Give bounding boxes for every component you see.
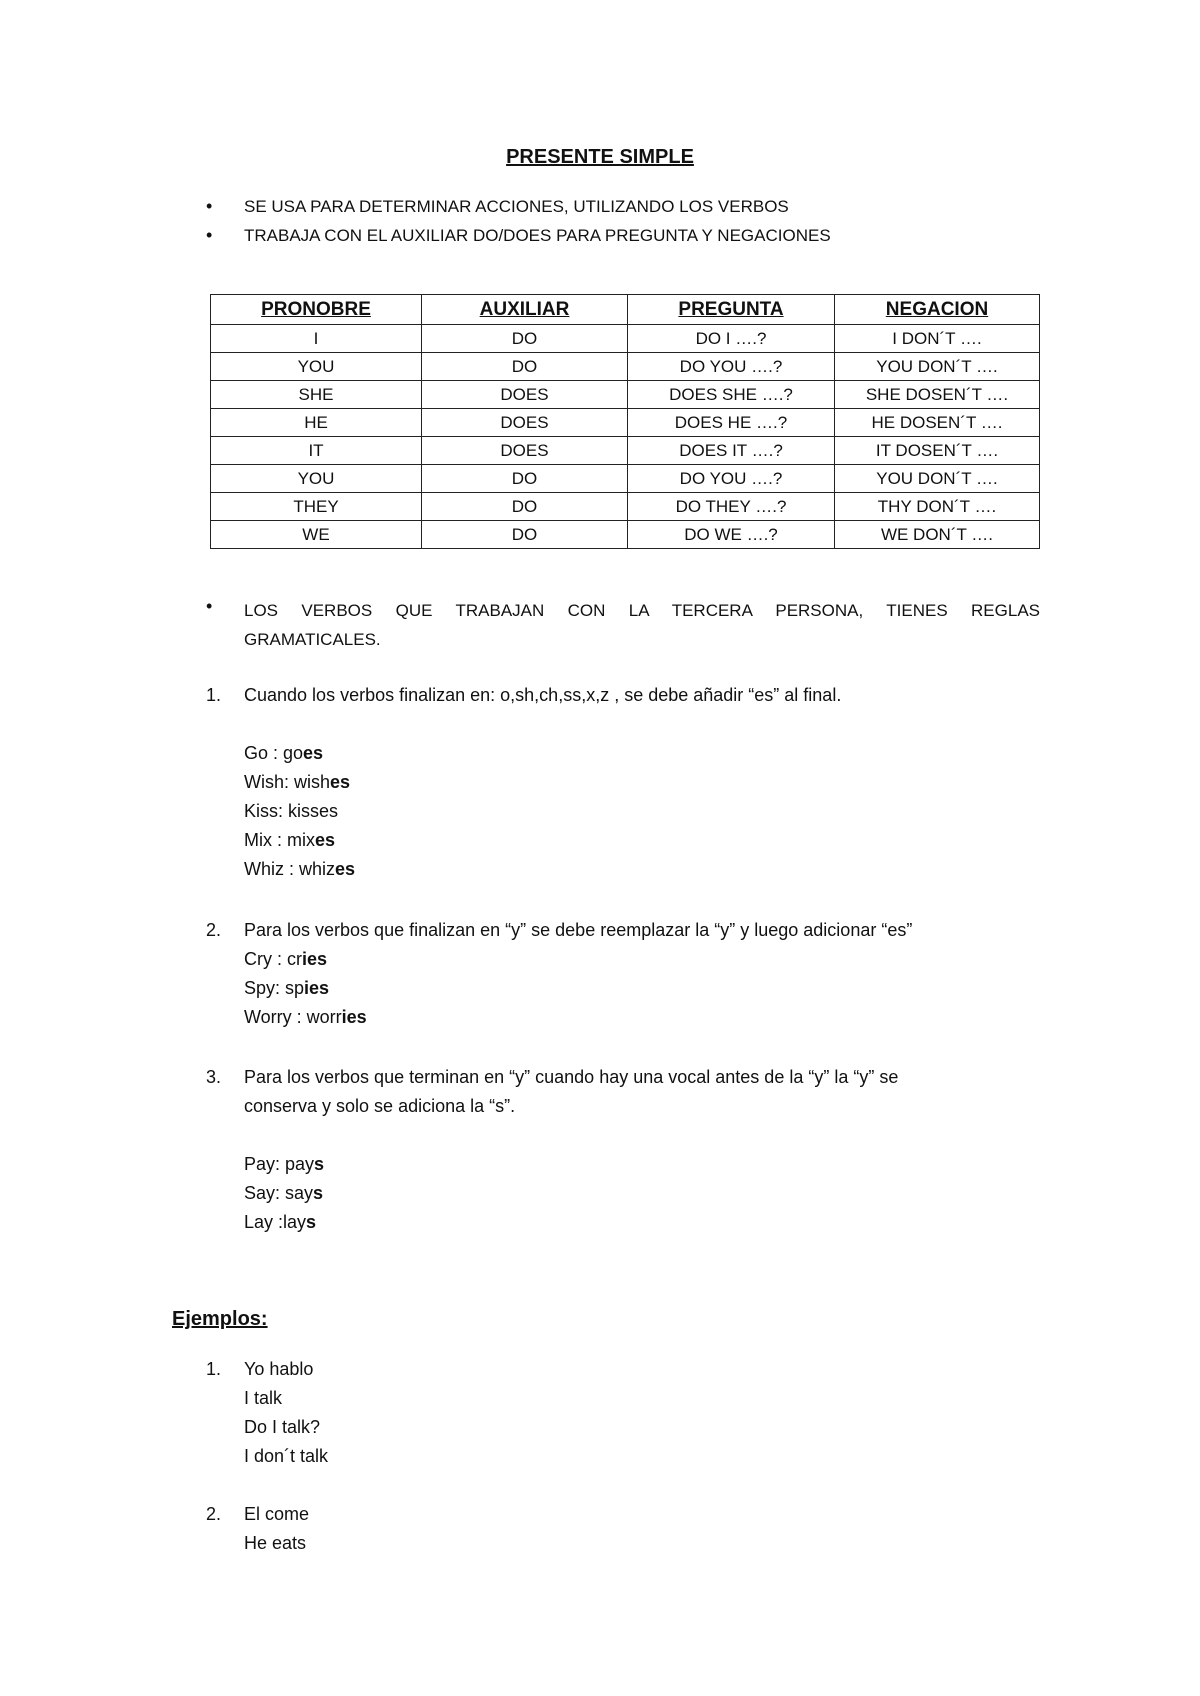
table-cell: DO YOU ….?	[628, 353, 835, 381]
example-line	[244, 768, 1060, 797]
table-cell: YOU DON´T ….	[835, 353, 1040, 381]
example-suffix: ies	[302, 949, 328, 969]
rule-3	[200, 1063, 1060, 1237]
table-row	[211, 493, 1040, 521]
bullet-dot: •	[206, 596, 213, 616]
example-line: Do I talk?	[244, 1417, 321, 1437]
table-cell: YOU DON´T ….	[835, 465, 1040, 493]
rule-text: Cuando los verbos finalizan en: o,sh,ch,ss,x,z , se debe añadir “es” al final.	[244, 685, 842, 705]
header-auxiliary: AUXILIAR	[422, 295, 628, 325]
example-line: Yo hablo	[244, 1359, 314, 1379]
table-cell: DOES	[422, 381, 628, 409]
example-suffix: ies	[304, 978, 330, 998]
rule-number: 3.	[206, 1067, 222, 1087]
examples-heading: Ejemplos:	[172, 1308, 268, 1330]
example-suffix: ies	[341, 1007, 367, 1027]
table-cell: DO WE ….?	[628, 521, 835, 549]
table-row	[211, 521, 1040, 549]
example-line	[244, 1179, 1060, 1208]
table-cell: DO	[422, 493, 628, 521]
example-suffix: s	[313, 1183, 324, 1203]
rule-1	[200, 681, 1060, 884]
example-suffix: es	[315, 830, 336, 850]
table-row	[211, 409, 1040, 437]
table-row	[211, 353, 1040, 381]
header-pronoun: PRONOBRE	[211, 295, 422, 325]
third-person-bullet	[200, 596, 1040, 654]
table-cell: WE DON´T ….	[835, 521, 1040, 549]
example-suffix: es	[335, 859, 356, 879]
header-question: PREGUNTA	[628, 295, 835, 325]
example-line	[244, 855, 1060, 884]
header-negation: NEGACION	[835, 295, 1040, 325]
rule-2	[200, 916, 1060, 1032]
table-cell: YOU	[211, 353, 422, 381]
example-suffix: s	[306, 1212, 317, 1232]
example-base: Wish: wish	[244, 772, 331, 792]
table-cell: DOES	[422, 409, 628, 437]
table-cell: DO	[422, 353, 628, 381]
example-line	[244, 797, 1060, 826]
intro-bullet-list	[200, 192, 1040, 250]
example-suffix: es	[330, 772, 351, 792]
example-number: 1.	[206, 1359, 222, 1379]
example-base: Whiz : whiz	[244, 859, 336, 879]
intro-bullet-1: • SE USA PARA DETERMINAR ACCIONES, UTILIZANDO LOS VERBOS	[200, 192, 1040, 221]
table-header-row	[211, 295, 1040, 325]
example-base: Lay :lay	[244, 1212, 307, 1232]
table-cell: DOES SHE ….?	[628, 381, 835, 409]
example-number: 2.	[206, 1504, 222, 1524]
table-cell: SHE DOSEN´T ….	[835, 381, 1040, 409]
table-cell: DOES IT ….?	[628, 437, 835, 465]
example-line	[244, 945, 1060, 974]
intro-bullet-2: • TRABAJA CON EL AUXILIAR DO/DOES PARA PREGUNTA Y NEGACIONES	[200, 221, 1040, 250]
table-cell: HE	[211, 409, 422, 437]
table-cell: DOES	[422, 437, 628, 465]
example-base: Go : go	[244, 743, 304, 763]
table-cell: WE	[211, 521, 422, 549]
third-person-text: LOS VERBOS QUE TRABAJAN CON LA TERCERA PERSONA, TIENES REGLAS GRAMATICALES.	[244, 601, 1040, 649]
table-cell: THY DON´T ….	[835, 493, 1040, 521]
example-line: He eats	[244, 1533, 307, 1553]
example-base: Say: say	[244, 1183, 314, 1203]
example-base: Spy: sp	[244, 978, 305, 998]
rule-text: Para los verbos que finalizan en “y” se debe reemplazar la “y” y luego adicionar “es”	[244, 920, 913, 940]
example-line: I don´t talk	[244, 1446, 329, 1466]
example-line	[244, 1208, 1060, 1237]
table-cell: I DON´T ….	[835, 325, 1040, 353]
example-line: I talk	[244, 1388, 283, 1408]
example-base: Cry : cr	[244, 949, 302, 969]
table-row	[211, 465, 1040, 493]
table-cell: THEY	[211, 493, 422, 521]
table-cell: DO THEY ….?	[628, 493, 835, 521]
example-1	[200, 1355, 1060, 1471]
example-line	[244, 974, 1060, 1003]
example-line	[244, 739, 1060, 768]
page-title: PRESENTE SIMPLE	[506, 146, 694, 168]
table-cell: DO	[422, 325, 628, 353]
table-cell: I	[211, 325, 422, 353]
table-cell: SHE	[211, 381, 422, 409]
table-cell: IT DOSEN´T ….	[835, 437, 1040, 465]
table-row	[211, 381, 1040, 409]
table-row	[211, 325, 1040, 353]
example-line	[244, 826, 1060, 855]
example-base: Kiss: kisses	[244, 801, 339, 821]
rule-number: 2.	[206, 920, 222, 940]
table-cell: HE DOSEN´T ….	[835, 409, 1040, 437]
table-cell: IT	[211, 437, 422, 465]
table-row	[211, 437, 1040, 465]
table-cell: DO YOU ….?	[628, 465, 835, 493]
example-base: Mix : mix	[244, 830, 315, 850]
example-suffix: s	[314, 1154, 325, 1174]
table-cell: YOU	[211, 465, 422, 493]
table-cell: DO	[422, 521, 628, 549]
example-line	[244, 1003, 1060, 1032]
conjugation-table	[210, 294, 1040, 549]
rule-text-line-1: Para los verbos que terminan en “y” cuando hay una vocal antes de la “y” la “y” se	[244, 1067, 899, 1087]
example-base: Pay: pay	[244, 1154, 315, 1174]
example-suffix: es	[303, 743, 324, 763]
rule-number: 1.	[206, 685, 222, 705]
example-line	[244, 1150, 1060, 1179]
table-cell: DO I ….?	[628, 325, 835, 353]
example-line: El come	[244, 1504, 310, 1524]
example-2	[200, 1500, 1060, 1558]
example-base: Worry : worr	[244, 1007, 342, 1027]
table-cell: DOES HE ….?	[628, 409, 835, 437]
rule-text-line-2: conserva y solo se adiciona la “s”.	[244, 1096, 516, 1116]
table-cell: DO	[422, 465, 628, 493]
